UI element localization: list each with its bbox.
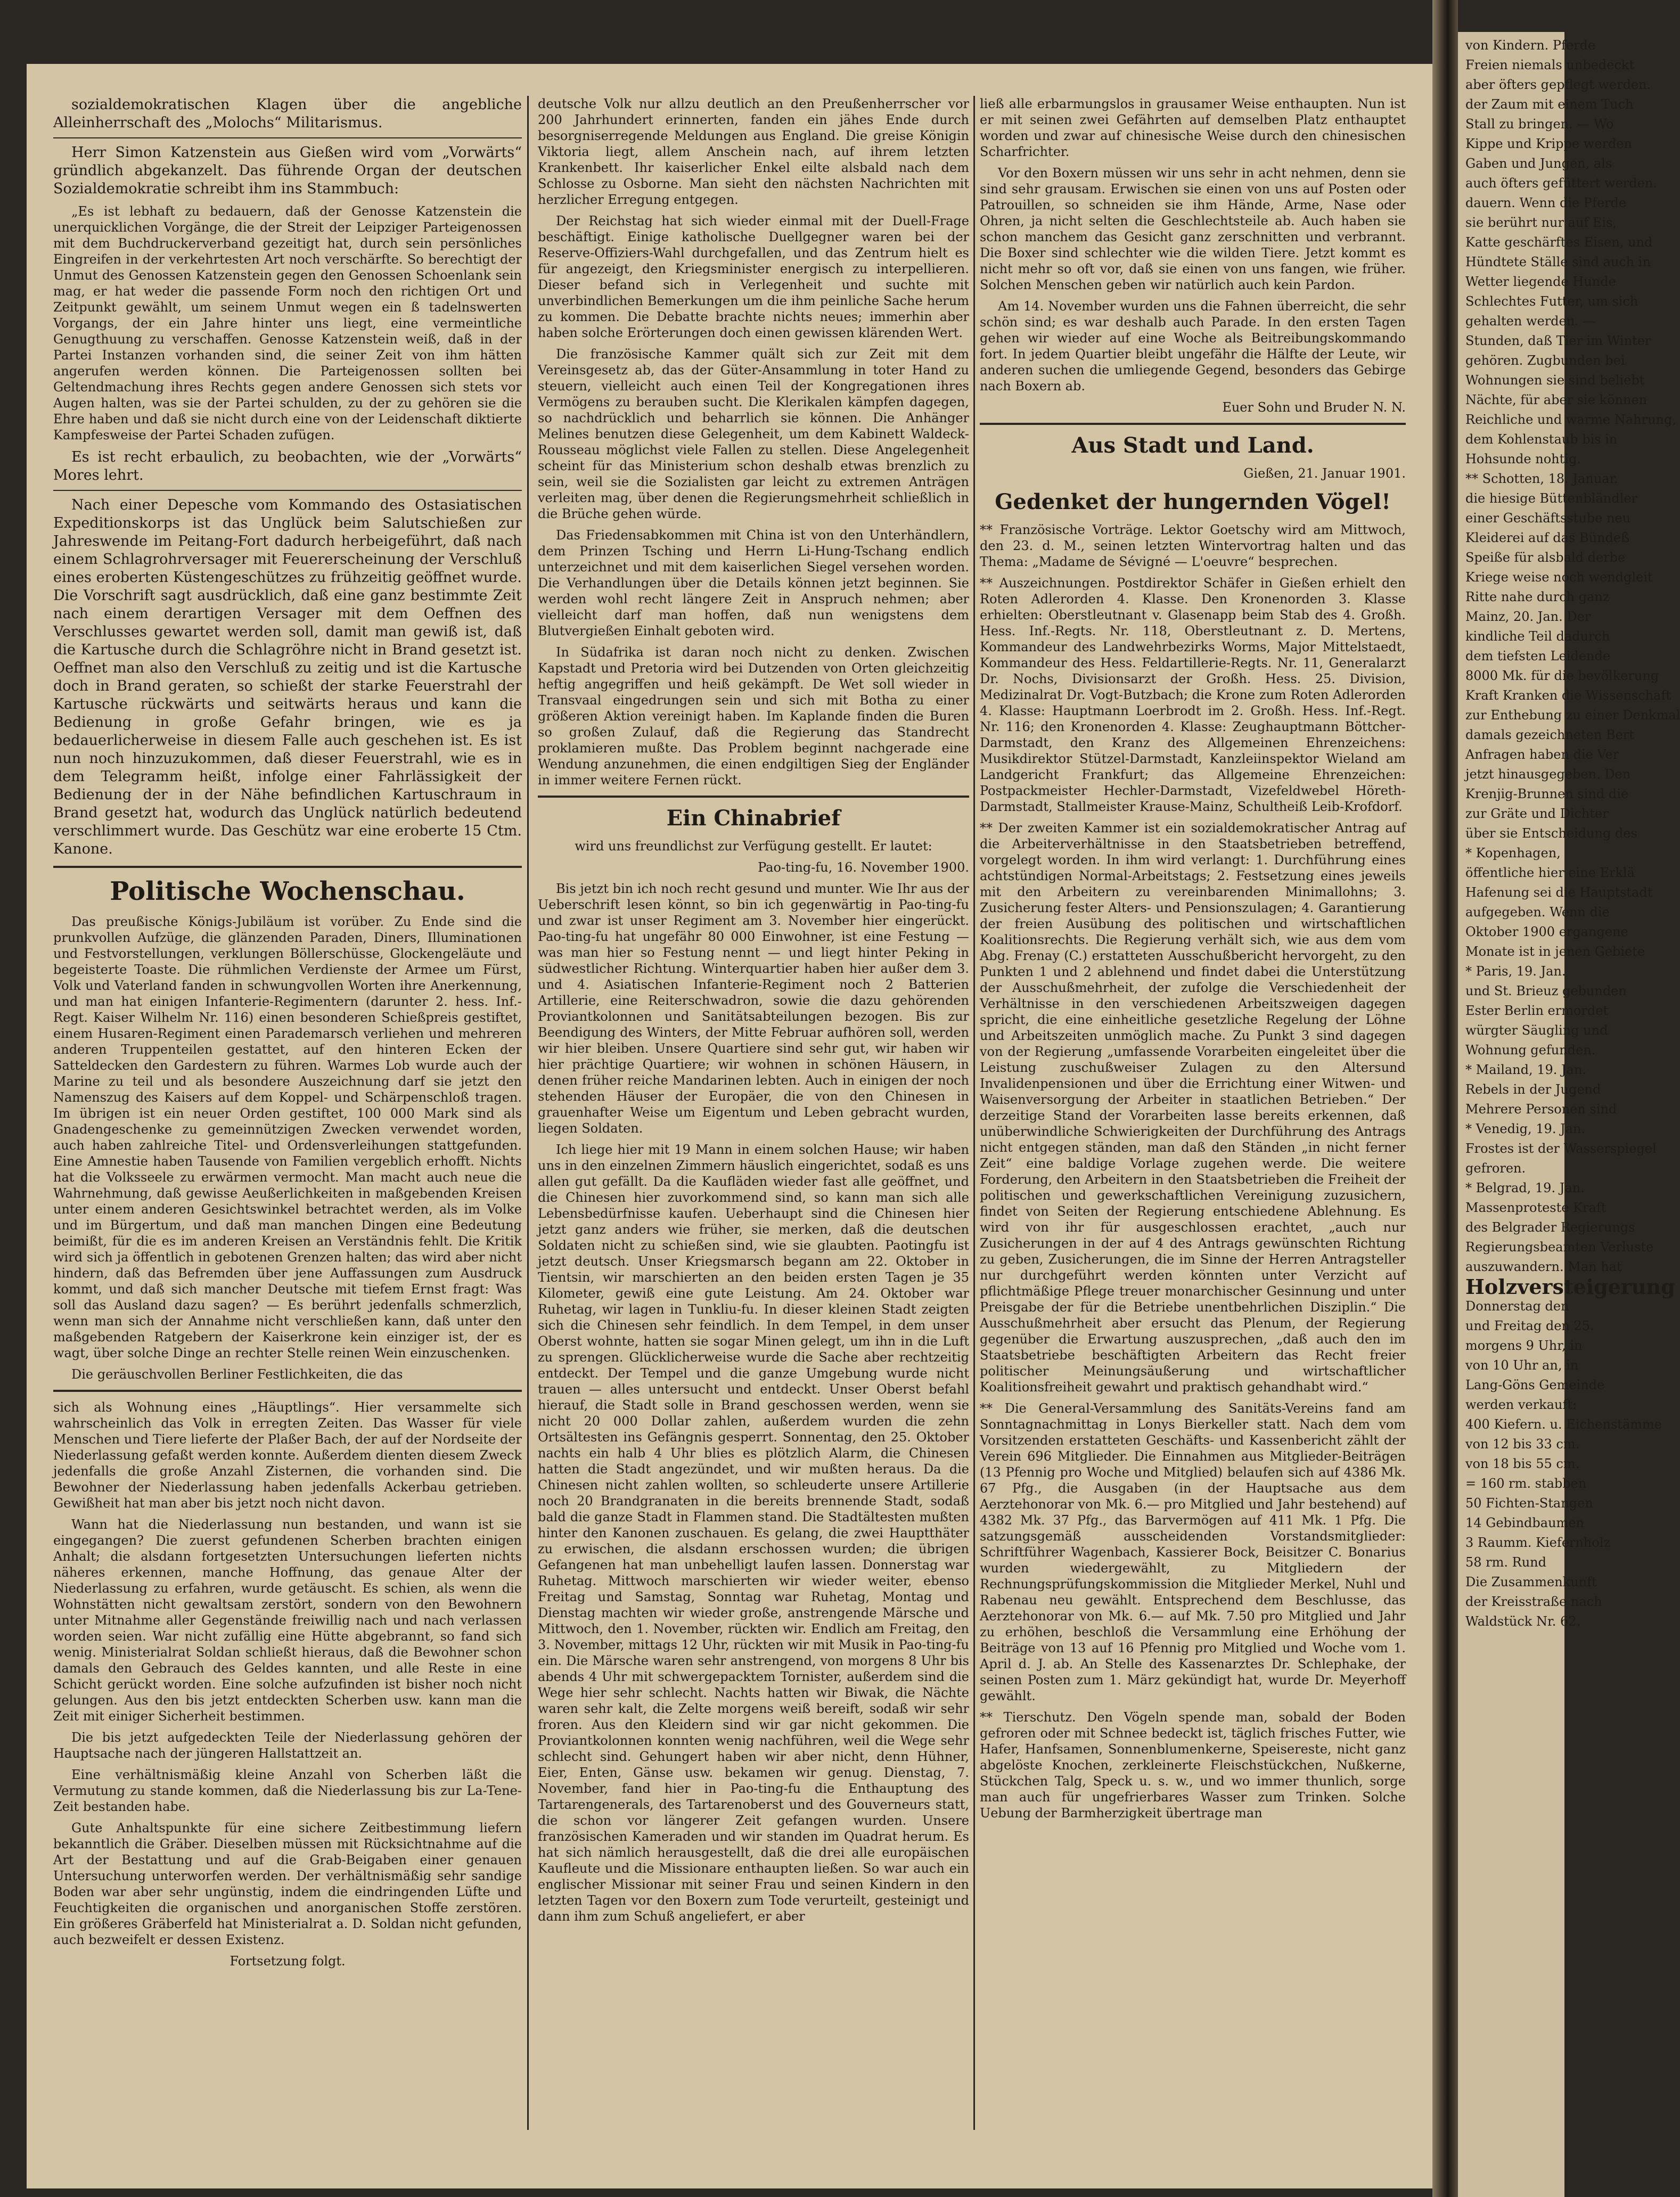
divider [538,796,969,798]
next-page-line: 8000 Mk. für die bevölkerung [1465,668,1659,683]
next-page-line: kindliche Teil dadurch [1465,629,1610,644]
next-page-line: die hiesige Büttenbländler [1465,491,1637,506]
next-page-line: von 18 bis 55 cm. [1465,1456,1580,1471]
next-page-line: Kriege weise noch wendgleit [1465,570,1653,585]
next-page-line: Waldstück Nr. 62. [1465,1614,1581,1629]
next-page-line: von 12 bis 33 cm. [1465,1437,1580,1452]
next-page-line: Schlechtes Futter, um sich [1465,294,1638,309]
next-page-line: Reichliche und warme Nahrung, [1465,412,1676,427]
next-page-line: und St. Brieuz gebunden [1465,983,1627,998]
next-page-line: Ester Berlin ermordet [1465,1003,1609,1018]
divider [980,423,1406,425]
text-vorwaerts-quote: „Es ist lebhaft zu bedauern, daß der Genosse Katzenstein die unerquicklichen Vorgänge, die der Streit der Leipziger Parteigenossen mit dem Buchdruckerverband gezeitigt hat, durch sein persönliches Eingreifen in der verkehrtesten Art noch verschärfte. So berechtigt der Unmut des Genossen Katzenstein gegen den Genossen Schoenlank sein mag, er hat weder die passende Form noch den richtigen Ort und Zeitpunkt gewählt, um seinem Unmut wegen ein ß tadelnswerten Vorgangs, der ein Jahre hinter uns liegt, eine vermeintliche Genugthuung zu verschaffen. Genosse Katzenstein weiß, daß in der Partei Instanzen vorhanden sind, die seiner Zeit von ihm hätten angerufen werden können. Die Parteigenossen sollten bei Geltendmachung ihres Rechts gegen andere Genossen sich stets vor Augen halten, was sie der Partei schulden, zu der zu gehören sie die Ehre haben und daß sie nicht durch eine von der Leidenschaft diktierte Kampfesweise der Partei Schaden zufügen. [53,204,522,442]
text-signature: Euer Sohn und Bruder N. N. [1222,400,1406,415]
next-page-line: Mehrere Personen sind [1465,1102,1617,1117]
text-chinabrief-2: Ich liege hier mit 19 Mann in einem solchen Hause; wir haben uns in den einzelnen Zimmern häuslich eingerichtet, sodaß es uns allen gut gefällt. Da die Kaufläden wieder fast alle geöffnet, und die Chinesen hier zuvorkommend sind, so kann man sich alle Lebensbedürfnisse kaufen. Ueberhaupt sind die Chinesen hier jetzt ganz anders wie früher, sie merken, daß die deutschen Soldaten nicht zu schießen sind, wie sie glaubten. Paotingfu ist jetzt deutsch. Unser Kriegsmarsch begann am 22. Oktober in Tientsin, wir marschierten an den beiden ersten Tagen je 35 Kilometer, gewiß eine gute Leistung. Am 24. Oktober war Ruhetag, wir lagen in Tunkliu-fu. In dieser kleinen Stadt zeigten sich die Chinesen sehr feindlich. In dem Tempel, in dem unser Oberst wohnte, hatten sie sogar Minen gelegt, um ihn in die Luft zu sprengen. Glücklicherweise wurde die Sache aber rechtzeitig entdeckt. Der Tempel und die ganze Umgebung wurde nicht trauen — alles untersucht und entdeckt. Unser Oberst befahl hierauf, die Stadt solle in Brand geschossen werden, wenn sie nicht 20 000 Dollar zahlen, außerdem wurden die zehn Ortsältesten ins Gefängnis gesperrt. Sonnentag, den 25. Oktober nachts ein halb 4 Uhr blies es plötzlich Alarm, die Chinesen hatten die Stadt angezündet, und wir mußten heraus. Da die Chinesen nicht zahlen wollten, so schleuderte unsere Artillerie noch 20 Brandgranaten in die bereits brennende Stadt, sodaß bald die ganze Stadt in Flammen stand. Die Stadtältesten mußten hinter den Kanonen zuschauen. Es gelang, die zwei Hauptthäter zu erwischen, die alsdann erschossen wurden; die übrigen Gefangenen hat man unbehelligt laufen lassen. Donnerstag war Ruhetag. Mittwoch marschierten wir wieder weiter, ebenso Freitag und Samstag, Sonntag war Ruhetag, Montag und Dienstag machten wir wieder große, anstrengende Märsche und Mittwoch, den 1. November, rückten wir. Endlich am Freitag, den 3. November, mittags 12 Uhr, rückten wir mit Musik in Pao-ting-fu ein. Die Märsche waren sehr anstrengend, von morgens 8 Uhr bis abends 4 Uhr mit schwergepacktem Tornister, außerdem sind die Wege hier sehr schlecht. Nachts hatten wir Biwak, die Nächte waren sehr kalt, die Zelte morgens weiß bereift, sodaß wir sehr froren. Aus den Kleidern sind wir gar nicht gekommen. Die Proviantkolonnen konnten wenig nachführen, weil die Wege sehr schlecht sind. Gehungert haben wir aber nicht, denn Hühner, Eier, Enten, Gänse usw. bekamen wir genug. Dienstag, 7. November, fand hier in Pao-ting-fu die Enthauptung des Tartarengenerals, des Tartarenoberst und des Gouverneurs statt, die schon vor längerer Zeit gefangen wurden. Unsere französischen Kameraden und wir standen im Quadrat herum. Es hat sich nämlich herausgestellt, daß die drei alle europäischen Kaufleute und die Missionare enthaupten ließen. So war auch ein englischer Missionar mit seiner Frau und seinen Kindern in den letzten Tagen vor den Boxern zum Tode verurteilt, gesteinigt und dann ihm zum Schuß angeliefert, er aber [538,1142,969,1924]
text-katzenstein-end: Es ist recht erbaulich, zu beobachten, wie der „Vorwärts“ Mores lehrt. [53,449,522,483]
next-page-line: = 160 rm. stabben [1465,1476,1587,1491]
next-page-line: würgter Säugling und [1465,1023,1608,1038]
text-col2-1: deutsche Volk nur allzu deutlich an den Preußenherrscher vor 200 Jahrhundert erinnerten, fanden ein jähes Ende durch besorgniserregende Meldungen aus England. Die greise Königin Viktoria liegt, allem Anschein nach, auf ihrem letzten Krankenbett. Ihr kaiserlicher Enkel eilte alsbald nach dem Schlosse zu Osborne. Man sieht den nächsten Nachrichten mit herzlicher Erregung entgegen. [538,96,969,207]
next-page-line: zur Gräte und Dichter [1465,806,1609,821]
text-col2-5: In Südafrika ist daran noch nicht zu denken. Zwischen Kapstadt und Pretoria wird bei Dutzenden von Orten gleichzeitig heftig angegriffen und heiß gekämpft. De Wet soll wieder in Transvaal eingedrungen sein und sich mit Botha zu einer größeren Aktion vereinigt haben. Im Kaplande finden die Buren so großen Zulauf, daß die Regierung das Standrecht proklamieren mußte. Das Problem beginnt nachgerade eine Wendung anzunehmen, die einen endgiltigen Sieg der Engländer in immer weitere Fernen rückt. [538,645,969,788]
next-page-line: Frostes ist der Wasserspiegel [1465,1141,1657,1156]
book-spine [1432,0,1458,2197]
text-lower-4: Eine verhältnismäßig kleine Anzahl von Scherben läßt die Vermutung zu stande kommen, daß die Niederlassung bis zur La-Tene-Zeit bestanden habe. [53,1767,522,1814]
text-depesche: Nach einer Depesche vom Kommando des Ostasiatischen Expeditionskorps ist das Unglück beim Salutschießen zur Jahreswende im Peitang-Fort dadurch herbeigeführt, daß nach einem Schlagrohrversager mit Feuererscheinung der Verschluß eines eroberten Küstengeschützes zu frühzeitig geöffnet wurde. Die Vorschrift sagt ausdrücklich, daß eine ganz bestimmte Zeit nach einem derartigen Versager mit dem Oeffnen des Verschlusses gewartet werden soll, damit man gewiß ist, daß die Kartusche durch die Schlagröhre nicht in Brand gesetzt ist. Oeffnet man also den Verschluß zu zeitig und ist die Kartusche doch in Brand geraten, so schießt der starke Feuerstrahl der Kartusche rückwärts und seitwärts heraus und kann die Bedienung in große Gefahr bringen, wie es ja bedauerlicherweise in diesem Falle auch geschehen ist. Es ist nun noch hinzuzukommen, daß dieser Feuerstrahl, wie es in dem Telegramm heißt, infolge einer Fahrlässigkeit der Bedienung der in der Nähe befindlichen Kartuschraum in Brand gesetzt hat, wodurch das Unglück natürlich bedeutend verschlimmert wurde. Das Geschütz war eine eroberte 15 Ctm. Kanone. [53,497,522,857]
next-page-line: ** Schotten, 18. Januar. [1465,471,1619,486]
column-rule [973,96,975,2130]
next-page-line: Kraft Kranken die Wissenschaft [1465,688,1671,703]
next-page-line: dem tiefsten Leidende [1465,649,1611,663]
next-page-line: aber öfters gepflegt werden. [1465,77,1651,92]
next-page-line: Hafenung sei die Hauptstadt [1465,885,1653,900]
text-sanitaet: ** Die General-Versammlung des Sanitäts-Vereins fand am Sonntagnachmittag in Lonys Bierkeller statt. Nach dem vom Vorsitzenden erstatteten Geschäfts- und Kassenbericht zählt der Verein 696 Mitglieder. Die Einnahmen aus Mitglieder-Beiträgen (13 Pfennig pro Woche und Mitglied) belaufen sich auf 4386 Mk. 67 Pfg., die Ausgaben (in der Hauptsache aus dem Aerztehonorar von Mk. 6.— pro Mitglied und Jahr bestehend) auf 4382 Mk. 37 Pfg., das Barvermögen auf 411 Mk. 1 Pfg. Die satzungsgemäß ausscheidenden Vorstandsmitglieder: Schriftführer Wagenbach, Kassierer Bock, Beisitzer C. Bonarius wurden wiedergewählt, zu Mitgliedern der Rechnungsprüfungskommission die Mitglieder Merkel, Nuhl und Rabenau neu gewählt. Entsprechend dem Beschlusse, das Aerztehonorar von Mk. 6.— auf Mk. 7.50 pro Mitglied und Jahr zu erhöhen, beschloß die Versammlung eine Erhöhung der Beiträge von 13 auf 16 Pfennig pro Mitglied und Woche vom 1. April d. J. ab. An Stelle des Kassenarztes Dr. Schlephake, der seinen Posten zum 1. März gekündigt hat, wurde Dr. Meyerhoff gewählt. [980,1401,1406,1703]
text-intro: sozialdemokratischen Klagen über die angebliche Alleinherrschaft des „Molochs“ Militarismus. [53,96,522,131]
next-page-line: 400 Kiefern. u. Eichenstämme [1465,1417,1662,1432]
next-page-line: von 10 Uhr an, in [1465,1358,1579,1373]
divider [53,490,522,491]
next-page-line: Monate ist in jenen Gebiete [1465,944,1645,959]
next-page-line: Anfragen haben die Ver [1465,747,1619,762]
next-page-text [1458,32,1680,1630]
next-page-line: Lang-Göns Gemeinde [1465,1378,1605,1392]
next-page-line: 58 rm. Rund [1465,1555,1547,1570]
text-lower-1: sich als Wohnung eines „Häuptlings“. Hier versammelte sich wahrscheinlich das Volk in erregten Zeiten. Das Wasser für viele Menschen und Tiere lieferte der Plaßer Bach, der auf der Nordseite der Niederlassung gefaßt werden konnte. Außerdem dienten diesem Zweck jedenfalls die große Anzahl Zisternen, die vorhanden sind. Die Bewohner der Niederlassung haben jedenfalls Ackerbau getrieben. Gewißheit hat man aber bis jetzt noch nicht davon. [53,1400,522,1511]
divider [53,137,522,138]
next-page-line: Massenproteste Kraft [1465,1200,1607,1215]
next-page-line: auszuwandern. Man hat [1465,1259,1622,1274]
next-page-line: 3 Raumm. Kiefernholz [1465,1535,1611,1550]
text-lower-2: Wann hat die Niederlassung nun bestanden, und wann ist sie eingegangen? Die zuerst gefundenen Scherben brachten einigen Anhalt; die alsdann fortgesetzten Untersuchungen lieferten nichts näheres erkennen, manche Hoffnung, das genaue Alter der Niederlassung zu erfahren, wurde getäuscht. Es schien, als wenn die Wohnstätten nicht gewaltsam zerstört, sondern von den Bewohnern unter Mitnahme aller Gegenstände freiwillig nach und nach verlassen worden seien. War nicht zufällig eine Hütte abgebrannt, so fand sich wenig. Ministerialrat Soldan schließt hieraus, daß die Bewohner schon damals den Gebrauch des Geldes kannten, und alle Reste in eine Schicht gerückt worden. Eine solche aufzufinden ist bisher noch nicht gelungen. Aus den bis jetzt entdeckten Scherben usw. kann man die Zeit mit einiger Sicherheit bestimmen. [53,1517,522,1724]
next-page-line: Die Zusammenkunft [1465,1575,1597,1589]
next-page-line: Wohnung gefunden. [1465,1043,1596,1057]
next-page-line: Nächte, für aber sie können [1465,392,1648,407]
next-page-line: aufgegeben. Wenn die [1465,905,1610,920]
next-page-line: morgens 9 Uhr, in [1465,1338,1583,1353]
next-page-line: sie berührt nur auf Eis, [1465,215,1617,230]
next-page-line: * Kopenhagen, [1465,846,1561,860]
next-page-line: dauern. Wenn die Pferde [1465,195,1627,210]
next-page-line: Gaben und Jungen, als [1465,156,1612,171]
next-page-line: Kleiderei auf das Bündeß [1465,530,1630,545]
next-page-line: Hündtete Ställe sind auch in [1465,255,1651,269]
column-2 [538,96,969,2130]
next-page-line: des Belgrader Regierungs [1465,1220,1635,1235]
text-col3-1: ließ alle erbarmungslos in grausamer Weise enthaupten. Nun ist er mit seinen zwei Gefährten auf demselben Platz enthauptet worden und zwar auf chinesische Weise durch den chinesischen Scharfrichter. [980,96,1406,159]
next-page-line: * Venedig, 19. Jan. [1465,1121,1586,1136]
next-page-line: 14 Gebindbaumen [1465,1515,1584,1530]
heading-stadt-land: Aus Stadt und Land. [1071,433,1314,458]
next-page-line: Mainz, 20. Jan. Der [1465,609,1591,624]
next-page-line: Stall zu bringen. — Wo [1465,117,1614,132]
next-page-line: und Freitag den 25. [1465,1318,1594,1333]
text-col2-4: Das Friedensabkommen mit China ist von den Unterhändlern, dem Prinzen Tsching und Herrn Li-Hung-Tschang endlich unterzeichnet und mit dem kaiserlichen Siegel versehen worden. Die Verhandlungen über die Details können jetzt beginnen. Sie werden wohl recht längere Zeit in Anspruch nehmen; aber vielleicht darf man hoffen, daß nun wenigstens dem Blutvergießen Einhalt geboten wird. [538,528,969,638]
next-page-line: Holzversteigerung [1465,1275,1675,1299]
next-page-line: jetzt hinausgegeben. Den [1465,767,1631,782]
next-page-line: werden verkauft: [1465,1397,1577,1412]
text-col3-2: Vor den Boxern müssen wir uns sehr in acht nehmen, denn sie sind sehr grausam. Erwischen sie einen von uns auf Posten oder Patrouillen, so schneiden sie ihm Hände, Arme, Nase oder Ohren, ja nicht selten die Geschlechtsteile ab. Auch haben sie schon manchem das Gesicht ganz zerschnitten und verbrannt. Die Boxer sind schlechter wie die wilden Tiere. Jetzt kommt es nicht mehr so oft vor, daß sie einen von uns fangen, wie früher. Solchen Menschen geben wir natürlich auch kein Pardon. [980,166,1406,292]
next-page-line: Ritte nahe durch ganz [1465,589,1610,604]
text-dateline: Gießen, 21. Januar 1901. [1243,466,1406,481]
next-page-line: Wetter liegende Hunde [1465,274,1616,289]
next-page-line: der Zaum mit einem Tuch [1465,97,1634,112]
next-page-edge [1458,32,1680,2197]
column-1 [53,96,522,2130]
text-lower-3: Die bis jetzt aufgedeckten Teile der Niederlassung gehören der Hauptsache nach der jüngeren Hallstattzeit an. [53,1730,522,1761]
next-page-line: Katte geschärftes Eisen, und [1465,235,1653,250]
next-page-line: gehören. Zugbunden bei [1465,353,1625,368]
next-page-line: Krenjig-Brunnen sind die [1465,786,1629,801]
column-3 [980,96,1406,2130]
text-tierschutz: ** Tierschutz. Den Vögeln spende man, sobald der Boden gefroren oder mit Schnee bedeckt ist, täglich frisches Futter, wie Hafer, Hanfsamen, Sonnenblumenkerne, Speisereste, nicht ganz abgelöste Knochen, zerkleinerte Fleischstückchen, Nußkerne, Stückchen Talg, Speck u. s. w., und wo immer thunlich, sorge man auch für ungefrierbares Wasser zum Trinken. Solche Uebung der Barmherzigkeit übertrage man [980,1710,1406,1821]
next-page-line: * Paris, 19. Jan. [1465,964,1566,979]
text-col2-3: Die französische Kammer quält sich zur Zeit mit dem Vereinsgesetz ab, das der Güter-Ansammlung in toter Hand zu steuern, vielleicht auch einen Teil der Kongregationen ihres Vermögens zu berauben sucht. Die Klerikalen kämpfen dagegen, so nachdrücklich und beharrlich sie können. Die Anhänger Melines benutzen diese Gelegenheit, um dem Kabinett Waldeck-Rousseau möglichst viele Fallen zu stellen. Diese Angelegenheit scheint für das Ministerium schon deshalb etwas brenzlich zu sein, weil sie die Sozialisten gar leicht zu extremen Anträgen verleiten mag, über denen die Regierungsmehrheit schließlich in die Brüche gehen würde. [538,347,969,521]
next-page-line: Kippe und Krippe werden [1465,136,1632,151]
text-lower-5: Gute Anhaltspunkte für eine sichere Zeitbestimmung liefern bekanntlich die Gräber. Dieselben müssen mit Rücksichtnahme auf die Art der Bestattung und auf die Grab-Beigaben einer genauen Untersuchung unterworfen werden. Der verhältnismäßig sehr sandige Boden war aber sehr ungünstig, indem die eindringenden Lüfte und Feuchtigkeiten die organischen und anorganischen Stoffe zerstören. Ein größeres Gräberfeld hat Ministerialrat a. D. Soldan nicht gefunden, auch bezweifelt er dessen Existenz. [53,1821,522,1947]
next-page-line: Donnerstag den [1465,1299,1569,1314]
next-page-line: auch öfters gefüttert werden. [1465,176,1657,191]
text-wochenschau-last: Die geräuschvollen Berliner Festlichkeiten, die das [71,1367,403,1382]
next-page-line: Regierungsbeamten Verluste [1465,1240,1654,1255]
text-vortraege: ** Französische Vorträge. Lektor Goetschy wird am Mittwoch, den 23. d. M., seinen letzten Wintervortrag halten und das Thema: „Madame de Sévigné — L'oeuvre“ besprechen. [980,522,1406,569]
text-chinabrief-dateline: Pao-ting-fu, 16. November 1900. [758,860,969,875]
text-kammer: ** Der zweiten Kammer ist ein sozialdemokratischer Antrag auf die Arbeiterverhältnisse in den Staatsbetrieben betreffend, vorgelegt worden. In ihm wird verlangt: 1. Durchführung eines achtstündigen Normal-Arbeitstags; 2. Festsetzung eines jeweils mit den Arbeitern zu vereinbarenden Minimallohns; 3. Zusicherung fester Alters- und Pensionszulagen; 4. Garantierung der freien Ausübung des politischen und wirtschaftlichen Koalitionsrechts. Die Regierung verhält sich, wie aus dem vom Abg. Frenay (C.) erstatteten Ausschußbericht hervorgeht, zu den Punkten 1 und 2 ablehnend und findet dabei die Unterstützung der Ausschußmehrheit, der zufolge die Verschiedenheit der Verhältnisse in den verschiedenen Arbeitszweigen dagegen spricht, die eine einheitliche gesetzliche Regelung der Löhne und Arbeitszeiten unmöglich mache. Zu Punkt 3 sind dagegen von der Regierung „umfassende Vorarbeiten eingeleitet über die Leistung zuschußweiser Zulagen zu den Altersund Invalidenpensionen und über die Errichtung einer Witwen- und Waisenversorgung der Arbeiter in staatlichen Betrieben.“ Der derzeitige Stand der Vorarbeiten lasse bereits erkennen, daß unüberwindliche Schwierigkeiten der Durchführung des Antrags nicht entgegen ständen, man daß den Ständen „in nicht ferner Zeit“ eine baldige Vorlage zugehen werde. Die weitere Forderung, den Arbeitern in den Staatsbetrieben die Freiheit der politischen und gewerkschaftlichen Vereinigung zuzusichern, findet von Seiten der Regierung entschiedene Ablehnung. Es wird von ihr für ausgeschlossen erachtet, „auch nur Zusicherungen in der auf 4 des Antrags gewünschten Richtung zu geben, Zusicherungen, die im Sinne der Herren Antragsteller nur durchgeführt werden könnten unter Verzicht auf pflichtmäßige Pflege treuer monarchischer Gesinnung und unter Preisgabe der für die Betriebe unentbehrlichen Disziplin.“ Die Ausschußmehrheit aber ersucht das Plenum, der Regierung gegenüber die Erwartung auszusprechen, „daß auch den im Staatsbetriebe beschäftigten Arbeitern das Recht freier politischer Meinungsäußerung und wirtschaftlicher Koalitionsfreiheit gewahrt und praktisch gehandhabt wird.“ [980,821,1406,1395]
next-page-line: damals gezeichneten Bert [1465,727,1634,742]
divider [53,1390,522,1392]
text-katzenstein: Herr Simon Katzenstein aus Gießen wird vom „Vorwärts“ gründlich abgekanzelt. Das führende Organ der deutschen Sozialdemokratie schreibt ihm ins Stammbuch: [53,144,522,197]
next-page-line: der Kreisstraße nach [1465,1594,1602,1609]
text-fortsetzung: Fortsetzung folgt. [230,1954,346,1969]
next-page-line: Hohsunde nohtig. [1465,452,1581,466]
column-rule [527,96,529,2130]
next-page-line: dem Kohlenstaub bis in [1465,432,1618,447]
next-page-line: einer Geschäftsstube neu [1465,511,1631,526]
divider [53,866,522,868]
text-chinabrief-1: Bis jetzt bin ich noch recht gesund und munter. Wie Ihr aus der Ueberschrift lesen könnt, so bin ich gegenwärtig in Pao-ting-fu und zwar ist unser Regiment am 3. November hier eingerückt. Pao-ting-fu hat ungefähr 80 000 Einwohner, ist eine Festung — was man hier so Festung nennt — und liegt hinter Peking in südwestlicher Richtung. Winterquartier haben hier außer dem 3. und 4. Asiatischen Infanterie-Regiment noch 2 Batterien Artillerie, eine Reiterschwadron, sowie die dazu gehörenden Proviantkolonnen und Sanitätsabteilungen bezogen. Bis zur Beendigung des Winters, der Mitte Februar aufhören soll, werden wir hier bleiben. Unsere Quartiere sind sehr gut, wir haben wir hier prächtige Quartiere; wir wohnen in schönen Häusern, in denen früher reiche Mandarinen lebten. Auch in einigen der noch stehenden Häuser der Europäer, die von den Chinesen in grauenhafter Weise um Eigentum und Leben gebracht wurden, liegen Soldaten. [538,881,969,1136]
next-page-line: zur Enthebung zu einer Denkmal [1465,708,1680,723]
next-page-line: Wohnungen sie sind beliebt [1465,373,1645,388]
next-page-line: * Belgrad, 19. Jan. [1465,1181,1585,1195]
heading-wochenschau: Politische Wochenschau. [110,876,465,906]
next-page-line: über sie Entscheidung des [1465,826,1637,841]
text-col3-3: Am 14. November wurden uns die Fahnen überreicht, die sehr schön sind; es war deshalb auch Parade. In den ersten Tagen gehen wir wieder auf eine Woche als Beitreibungskommando fort. In jedem Quartier bleibt ungefähr die Hälfte der Leute, wir anderen suchen die umliegende Gegend, besonders das Gebirge nach Boxern ab. [980,299,1406,394]
next-page-line: 50 Fichten-Stangen [1465,1496,1593,1511]
heading-voegel: Gedenket der hungernden Vögel! [995,489,1391,514]
next-page-line: * Mailand, 19. Jan. [1465,1062,1587,1077]
next-page-line: gehalten werden. — [1465,314,1596,329]
text-wochenschau: Das preußische Königs-Jubiläum ist vorüber. Zu Ende sind die prunkvollen Aufzüge, die glänzenden Paraden, Diners, Illuminationen und Festvorstellungen, verklungen Böllerschüsse, Glockengeläute und begeisterte Toaste. Die rühmlichen Verdienste der Armee um Fürst, Volk und Vaterland fanden in schwungvollen Worten ihre Anerkennung, und man hat einigen Infanterie-Regimentern (darunter 2. hess. Inf.-Regt. Kaiser Wilhelm Nr. 116) einen besonderen Schießpreis gestiftet, einem Husaren-Regiment einen Parademarsch verliehen und mehreren anderen Truppenteilen gestattet, auf den hinteren Ecken der Satteldecken den Gardestern zu führen. Warmes Lob wurde auch der Marine zu teil und als besondere Auszeichnung darf sie jetzt den Namenszug des Kaisers auf dem Koppel- und Schärpenschloß tragen. Im übrigen ist ein neuer Orden gestiftet, 100 000 Mark sind als Gnadengeschenke zu gemeinnützigen Zwecken verwendet worden, auch haben zahlreiche Titel- und Ordensverleihungen stattgefunden. Eine Amnestie haben Tausende von Familien vergeblich erhofft. Nichts hat die Volksseele zu erwärmen vermocht. Man macht auch neue die Wahrnehmung, daß gewisse Aeußerlichkeiten in maßgebenden Kreisen unter einem anderen Gesichtswinkel betrachtet werden, als im Volke und im Bürgertum, und daß man manchen Dingen eine Bedeutung beimißt, für die es im anderen Kreisen an Verständnis fehlt. Die Kritik wird sich ja öffentlich in gebotenen Grenzen halten; das wird aber nicht hindern, daß das Befremden über jene Auffassungen zum Ausdruck kommt, und daß sich mancher Deutsche mit tiefem Ernst fragt: Was soll das Ausland dazu sagen? — Es berührt jedenfalls schmerzlich, wenn man sich der Annahme nicht verschließen kann, daß unter den maßgebenden Ratgebern der Kaiserkrone kein einziger ist, der es wagt, über solche Dinge an rechter Stelle reinen Wein einzuschenken. [53,914,522,1360]
next-page-line: Freien niemals unbedeckt [1465,58,1634,72]
next-page-line: öffentliche hier eine Erklä [1465,865,1635,880]
next-page-line: gefroren. [1465,1161,1526,1176]
text-chinabrief-intro: wird uns freundlichst zur Verfügung gestellt. Er lautet: [575,839,932,854]
next-page-line: von Kindern. Pferde [1465,38,1596,53]
heading-chinabrief: Ein Chinabrief [666,806,841,831]
next-page-line: Speiße für alsbald derbe [1465,550,1626,565]
next-page-line: Stunden, daß Tier im Winter [1465,333,1651,348]
next-page-line: Oktober 1900 ergangene [1465,924,1628,939]
next-page-line: Rebels in der Jugend [1465,1082,1601,1097]
text-auszeichnungen: ** Auszeichnungen. Postdirektor Schäfer in Gießen erhielt den Roten Adlerorden 4. Klasse. Den Kronenorden 3. Klasse erhielten: Oberstleutnant v. Glasenapp beim Stab des 4. Großh. Hess. Inf.-Regts. Nr. 118, Oberstleutnant z. D. Mertens, Kommandeur des Landwehrbezirks Worms, Major Mittelstaedt, Kommandeur des Hess. Feldartillerie-Regts. Nr. 11, Generalarzt Dr. Nochs, Divisionsarzt der Großh. Hess. 25. Division, Medizinalrat Dr. Vogt-Butzbach; die Krone zum Roten Adlerorden 4. Klasse: Hauptmann Loerbrodt im 2. Großh. Hess. Inf.-Regt. Nr. 116; den Kronenorden 4. Klasse: Zeughauptmann Böttcher-Darmstadt, den Kranz des Allgemeinen Ehrenzeichens: Musikdirektor Stützel-Darmstadt, Kanzleiinspektor Wieland am Landgericht Frankfurt; das Allgemeine Ehrenzeichen: Postpackmeister Hechler-Darmstadt, Vizefeldwebel Höreth-Darmstadt, Stallmeister Krause-Mainz, Schultheiß Leib-Krofdorf. [980,576,1406,814]
text-col2-2: Der Reichstag hat sich wieder einmal mit der Duell-Frage beschäftigt. Einige katholische Duellgegner waren bei der Reserve-Offiziers-Wahl durchgefallen, und das Zentrum hielt es für angezeigt, den Kriegsminister energisch zu interpellieren. Dieser befand sich in Verlegenheit und suchte mit unverbindlichen Bemerkungen um die ihm peinliche Sache herum zu kommen. Die Debatte brachte nichts neues; immerhin aber haben solche Erörterungen doch einen gewissen klärenden Wert. [538,214,969,340]
